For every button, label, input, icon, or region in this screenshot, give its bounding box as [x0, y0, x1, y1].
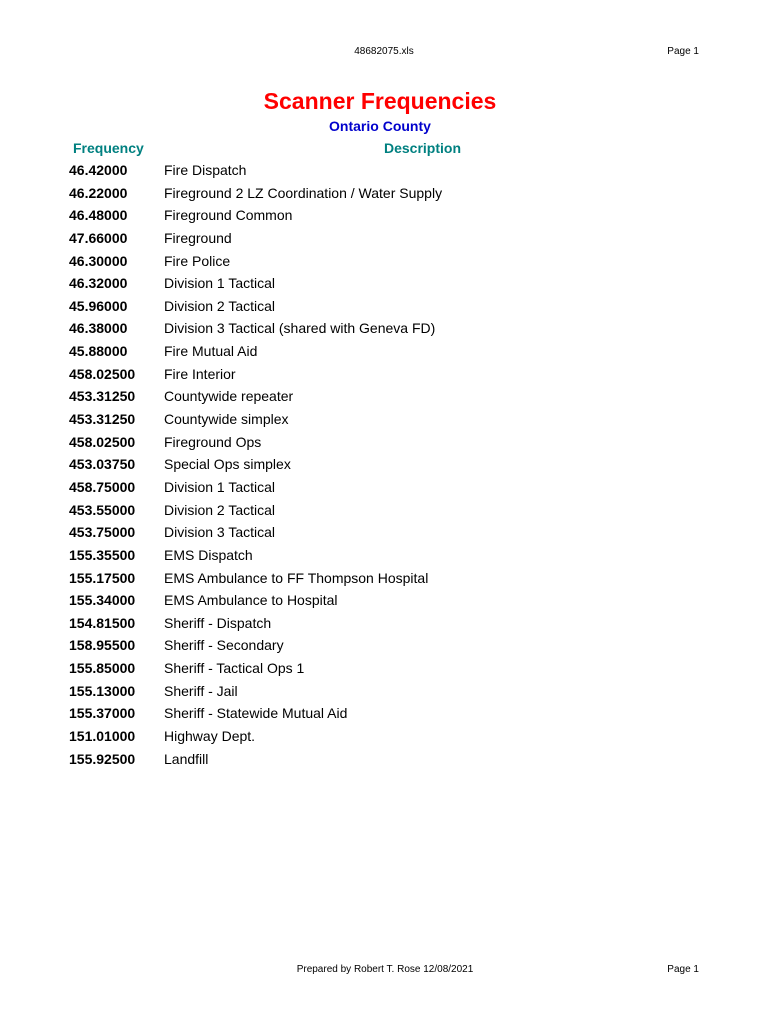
table-row — [0, 296, 768, 319]
table-row — [0, 522, 768, 545]
table-row — [0, 228, 768, 251]
table-row — [0, 681, 768, 704]
table-row — [0, 477, 768, 500]
description-cell: Sheriff - Tactical Ops 1 — [164, 660, 305, 677]
description-cell: Sheriff - Statewide Mutual Aid — [164, 705, 348, 722]
frequency-cell: 154.81500 — [69, 614, 136, 631]
page-subtitle: Ontario County — [329, 118, 431, 134]
frequency-cell: 46.22000 — [69, 184, 128, 201]
frequency-cell: 453.31250 — [69, 411, 136, 428]
table-row — [0, 568, 768, 591]
description-cell: Division 2 Tactical — [164, 297, 276, 314]
description-cell: EMS Ambulance to FF Thompson Hospital — [164, 569, 429, 586]
description-cell: Fireground 2 LZ Coordination / Water Supply — [164, 184, 443, 201]
frequency-cell: 453.31250 — [69, 388, 136, 405]
table-row — [0, 273, 768, 296]
description-cell: Special Ops simplex — [164, 456, 291, 473]
frequency-cell: 453.03750 — [69, 456, 136, 473]
frequency-cell: 158.95500 — [69, 637, 136, 654]
frequency-cell: 155.17500 — [69, 569, 136, 586]
description-cell: EMS Dispatch — [164, 546, 253, 563]
description-cell: Division 3 Tactical (shared with Geneva FD) — [164, 320, 436, 337]
table-row — [0, 160, 768, 183]
description-cell: Division 2 Tactical — [164, 501, 276, 518]
description-cell: Division 1 Tactical — [164, 275, 276, 292]
table-row — [0, 318, 768, 341]
description-cell: Countywide repeater — [164, 388, 294, 405]
description-cell: Highway Dept. — [164, 728, 256, 745]
table-row — [0, 341, 768, 364]
table-row — [0, 590, 768, 613]
table-row — [0, 205, 768, 228]
frequency-cell: 46.30000 — [69, 252, 128, 269]
table-row — [0, 432, 768, 455]
table-row — [0, 613, 768, 636]
table-row — [0, 364, 768, 387]
frequency-cell: 155.92500 — [69, 750, 136, 767]
table-row — [0, 635, 768, 658]
description-cell: Sheriff - Secondary — [164, 637, 284, 654]
table-row — [0, 658, 768, 681]
description-cell: Fire Police — [164, 252, 231, 269]
description-cell: Fireground Common — [164, 207, 293, 224]
frequency-cell: 47.66000 — [69, 229, 128, 246]
frequency-cell: 155.85000 — [69, 660, 136, 677]
description-cell: Sheriff - Dispatch — [164, 614, 272, 631]
frequency-cell: 151.01000 — [69, 728, 136, 745]
frequency-cell: 155.34000 — [69, 592, 136, 609]
description-cell: Fire Dispatch — [164, 162, 247, 178]
table-row — [0, 749, 768, 772]
table-row — [0, 545, 768, 568]
column-header-frequency: Frequency — [73, 140, 144, 156]
table-row — [0, 454, 768, 477]
table-row — [0, 251, 768, 274]
description-cell: Fire Mutual Aid — [164, 343, 258, 360]
frequency-cell: 46.38000 — [69, 320, 128, 337]
frequency-cell: 458.02500 — [69, 365, 136, 382]
table-row — [0, 183, 768, 206]
table-row — [0, 703, 768, 726]
description-cell: Fireground Ops — [164, 433, 262, 450]
description-cell: Fireground — [164, 229, 232, 246]
header-page-number: Page 1 — [667, 46, 699, 57]
table-row — [0, 386, 768, 409]
frequency-cell: 453.75000 — [69, 524, 136, 541]
frequency-cell: 155.13000 — [69, 682, 136, 699]
frequency-cell: 155.37000 — [69, 705, 136, 722]
description-cell: Countywide simplex — [164, 411, 289, 428]
frequency-cell: 46.48000 — [69, 207, 128, 224]
frequency-table — [0, 160, 768, 771]
description-cell: Division 3 Tactical — [164, 524, 276, 541]
description-cell: EMS Ambulance to Hospital — [164, 592, 338, 609]
frequency-cell: 453.55000 — [69, 501, 136, 518]
footer-page-number: Page 1 — [667, 964, 699, 975]
frequency-cell: 46.32000 — [69, 275, 128, 292]
description-cell: Fire Interior — [164, 365, 236, 382]
frequency-cell: 46.42000 — [69, 162, 128, 178]
frequency-cell: 458.02500 — [69, 433, 136, 450]
header-filename: 48682075.xls — [354, 46, 414, 57]
footer-prepared-by: Prepared by Robert T. Rose 12/08/2021 — [296, 964, 474, 975]
frequency-cell: 155.35500 — [69, 546, 136, 563]
description-cell: Landfill — [164, 750, 209, 767]
table-row — [0, 500, 768, 523]
frequency-cell: 45.96000 — [69, 297, 128, 314]
page-title: Scanner Frequencies — [263, 88, 497, 114]
frequency-cell: 45.88000 — [69, 343, 128, 360]
table-row — [0, 726, 768, 749]
column-header-description: Description — [384, 140, 462, 156]
table-row — [0, 409, 768, 432]
description-cell: Sheriff - Jail — [164, 682, 238, 699]
description-cell: Division 1 Tactical — [164, 478, 276, 495]
frequency-cell: 458.75000 — [69, 478, 136, 495]
